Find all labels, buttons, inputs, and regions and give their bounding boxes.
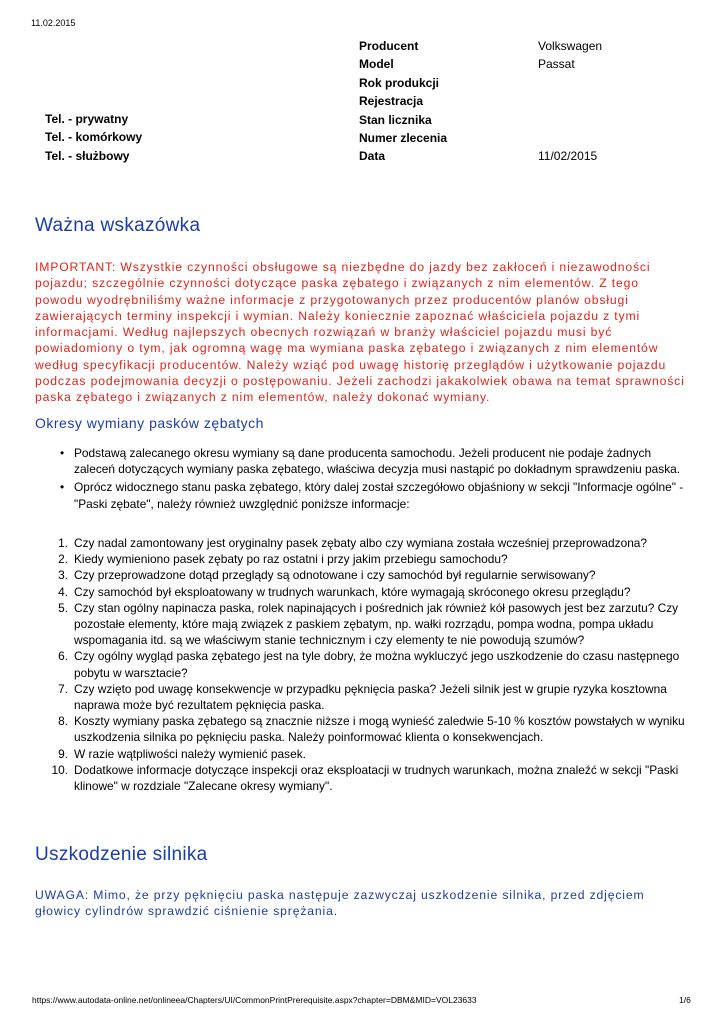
important-notice: IMPORTANT: Wszystkie czynności obsługowe są niezbędne do jazdy bez zakłoceń i niezawodności pojazdu; szczególnie czynności dotyczące paska zębatego i związanych z nim elementów. Z tego powodu wyodrębniliśmy ważne informacje z przygotowanych przez producentów planów obsługi zawierających terminy inspekcji i wymian. Należy koniecznie zapoznać właściciela pojazdu z tymi informacjami. Według najlepszych obecnych rozwiązań w branży właściciel pojazdu musi być powiadomiony o tym, jak ogromną wagę ma wymiana paska zębatego i związanych z nim elementów według specyfikacji producentów. Należy wziąć pod uwagę historię przeglądów i użytkowanie pojazdu podczas podejmowania decyzji o postępowaniu. Jeżeli zachodzi jakakolwiek obawa na temat sprawności paska zębatego i związanych z nim elementów, należy dokonać wymiany. [35, 260, 685, 405]
numbered-list [0, 535, 690, 794]
vehicle-info-labels [359, 37, 447, 166]
item-number: 7. [58, 681, 68, 696]
list-item [0, 600, 690, 649]
list-item [0, 648, 690, 680]
item-number: 3. [58, 568, 68, 583]
label-tel-sluzbowy: Tel. - służbowy [45, 148, 130, 163]
value-model: Passat [538, 57, 575, 72]
print-date: 11.02.2015 [31, 18, 76, 28]
label-stan-licznika: Stan licznika [359, 112, 432, 127]
item-number: 8. [58, 714, 68, 729]
item-number: 2. [58, 552, 68, 567]
vehicle-info-values [538, 37, 602, 166]
label-model: Model [359, 57, 394, 72]
item-text: Koszty wymiany paska zębatego są znacznie niższe i mogą wynieść zaledwie 5-10 % kosztów powstałych w wyniku uszkodzenia silnika po pęknięciu paska. Należy poinformować klienta o konsekwencjach. [74, 714, 685, 745]
bullet-item [0, 445, 690, 477]
page-number: 1/6 [679, 995, 691, 1005]
value-data: 11/02/2015 [538, 149, 598, 164]
item-number: 6. [58, 649, 68, 664]
item-text: Czy wzięto pod uwagę konsekwencje w przypadku pęknięcia paska? Jeżeli silnik jest w grupie ryzyka kosztowna naprawa może być rezultatem pęknięcia paska. [74, 681, 667, 713]
label-rejestracja: Rejestracja [359, 94, 424, 109]
label-producent: Producent [359, 39, 419, 53]
item-number: 5. [58, 600, 68, 615]
list-item [0, 584, 690, 600]
bullet-list [0, 445, 690, 514]
item-text: Czy samochód był eksploatowany w trudnych warunkach, które wymagają skróconego okresu przeglądu? [74, 584, 631, 599]
value-stan-licznika [538, 111, 602, 129]
item-number: 10. [51, 762, 68, 777]
list-item [0, 746, 690, 762]
list-item [0, 567, 690, 583]
contact-labels [45, 110, 142, 165]
list-item [0, 681, 690, 713]
subsection-title-okresy-wymiany: Okresy wymiany pasków zębatych [35, 415, 264, 431]
section-title-wazna-wskazowka: Ważna wskazówka [35, 215, 201, 236]
item-text: Dodatkowe informacje dotyczące inspekcji oraz eksploatacji w trudnych warunkach, można znaleźć w sekcji "Paski klinowe" w rozdziale "Zalecane okresy wymiany". [74, 762, 679, 794]
section-title-uszkodzenie-silnika: Uszkodzenie silnika [35, 844, 208, 865]
value-numer-zlecenia [538, 129, 602, 147]
value-rok-produkcji [538, 74, 602, 92]
item-number: 4. [58, 584, 68, 599]
list-item [0, 551, 690, 567]
item-text: Czy ogólny wygląd paska zębatego jest na tyle dobry, że można wykluczyć jego uszkodzenie do czasu następnego pobytu w warsztacie? [74, 649, 680, 680]
item-number: 1. [58, 536, 68, 550]
label-data: Data [359, 149, 386, 164]
uwaga-notice: UWAGA: Mimo, że przy pęknięciu paska następuje zazwyczaj uszkodzenie silnika, przed zdjęciem głowicy cylindrów sprawdzić ciśnienie sprężania. [35, 888, 645, 919]
list-item [0, 762, 690, 794]
item-text: Czy nadal zamontowany jest oryginalny pasek zębaty albo czy wymiana została wcześniej przeprowadzona? [74, 536, 648, 550]
item-number: 9. [58, 746, 68, 761]
label-rok-produkcji: Rok produkcji [359, 75, 440, 90]
bullet-text: Oprócz widocznego stanu paska zębatego, który dalej został szczegółowo objaśniony w sekcji "Informacje ogólne" - "Paski zębate", należy również uwzględnić poniższe informacje: [74, 480, 684, 511]
bullet-text: Podstawą zalecanego okresu wymiany są dane producenta samochodu. Jeżeli producent nie podaje żadnych zaleceń dotyczących wymiany paska zębatego, właściwa decyzja musi nastąpić po dokładnym sprawdzeniu paska. [74, 446, 681, 477]
label-tel-komorkowy: Tel. - komórkowy [45, 130, 143, 145]
item-text: Kiedy wymieniono pasek zębaty po raz ostatni i przy jakim przebiegu samochodu? [74, 552, 508, 567]
value-rejestracja [538, 92, 602, 110]
bullet-item [0, 479, 690, 511]
bullet-dot-icon: • [60, 480, 65, 495]
label-tel-prywatny: Tel. - prywatny [45, 112, 129, 126]
footer-url: https://www.autodata-online.net/onlineea/Chapters/UI/CommonPrintPrerequisite.aspx?chapter=DBM&MID=VOL23633 [32, 995, 477, 1005]
item-text: Czy stan ogólny napinacza paska, rolek napinających i pośrednich jak również kół pasowych jest bez zarzutu? Czy pozostałe elementy, które mają związek z paskiem zębatym, np. wałki rozrządu, pompa wodna, pompa układu wspomagania itd. są we właściwym stanie technicznym i czy elementy te nie powodują szumów? [74, 600, 679, 648]
list-item [0, 535, 690, 551]
list-item [0, 713, 690, 745]
value-producent: Volkswagen [538, 39, 603, 53]
bullet-dot-icon: • [60, 446, 65, 460]
item-text: W razie wątpliwości należy wymienić pasek. [74, 746, 306, 761]
label-numer-zlecenia: Numer zlecenia [359, 130, 448, 145]
item-text: Czy przeprowadzone dotąd przeglądy są odnotowane i czy samochód był regularnie serwisowany? [74, 568, 596, 583]
